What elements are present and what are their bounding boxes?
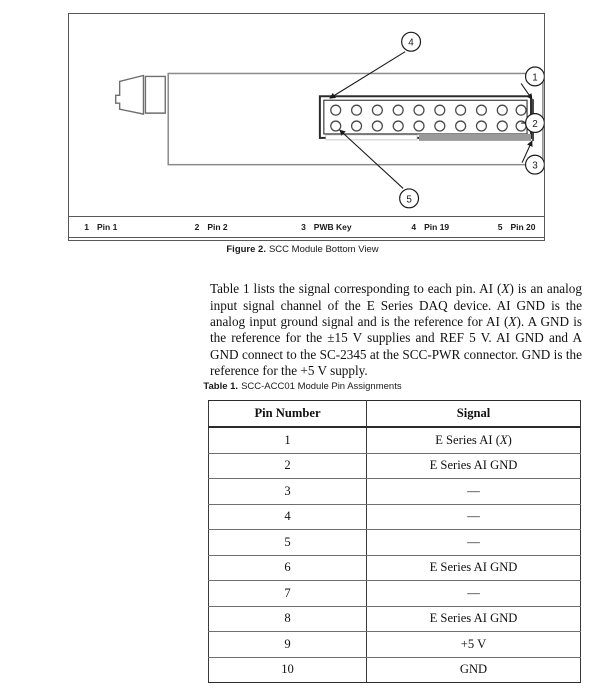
legend-number-1: 1 [84, 222, 89, 232]
table-body [209, 427, 581, 683]
cell-signal: E Series AI GND [367, 555, 581, 581]
legend-item-2 [183, 222, 289, 232]
legend-label-2: Pin 2 [207, 222, 228, 232]
legend-label-1: Pin 1 [97, 222, 118, 232]
table-caption-label: Table 1. [203, 381, 239, 392]
pin-assignments-table [208, 400, 581, 683]
legend-number-5: 5 [497, 222, 503, 232]
figure-legend [68, 216, 545, 238]
table-row [209, 453, 581, 479]
cell-pin-number: 5 [209, 530, 367, 556]
cell-signal: — [367, 581, 581, 607]
module-latch-shape [116, 75, 166, 114]
cell-pin-number: 4 [209, 504, 367, 530]
svg-text:1: 1 [532, 72, 538, 84]
legend-number-3: 3 [301, 222, 306, 232]
cell-pin-number: 1 [209, 427, 367, 453]
callout-4 [402, 32, 421, 51]
figure-caption-label: Figure 2. [226, 244, 266, 255]
cell-pin-number: 9 [209, 632, 367, 658]
table-row [209, 530, 581, 556]
table-row [209, 427, 581, 453]
table-caption-text: SCC-ACC01 Module Pin Assignments [241, 381, 402, 392]
pwb-key-bar [419, 134, 531, 141]
cell-signal: E Series AI GND [367, 453, 581, 479]
cell-signal: E Series AI (X) [367, 427, 581, 453]
cell-pin-number: 10 [209, 657, 367, 683]
body-paragraph: Table 1 lists the signal corresponding to each pin. AI (X) is an analog input signal channel of the E Series DAQ device. AI GND is the analog input ground signal and is the reference for AI (X). A GND is the reference for the ±15 V supplies and REF 5 V. AI GND and A GND connect to the SC-2345 at the SCC-PWR connector. GND is the reference for the +5 V supply. [210, 281, 582, 379]
table-caption [0, 381, 605, 392]
legend-item-4 [400, 222, 486, 232]
table-header-row [209, 401, 581, 428]
table-row [209, 632, 581, 658]
column-header-signal: Signal [367, 401, 581, 428]
svg-text:5: 5 [406, 194, 412, 206]
legend-item-5 [486, 222, 544, 232]
figure-panel [68, 13, 545, 241]
legend-label-3: PWB Key [313, 222, 352, 232]
callout-1 [526, 67, 544, 86]
cell-pin-number: 6 [209, 555, 367, 581]
cell-signal: — [367, 479, 581, 505]
column-header-pin-number: Pin Number [209, 401, 367, 428]
table-row [209, 504, 581, 530]
scc-module-bottom-view-drawing [69, 14, 544, 240]
legend-label-5: Pin 20 [510, 222, 536, 232]
table-row [209, 479, 581, 505]
callout-2 [526, 114, 544, 133]
pin-assignments-table-wrapper [208, 400, 580, 683]
cell-signal: GND [367, 657, 581, 683]
module-diagram-svg [69, 14, 544, 240]
table-row [209, 657, 581, 683]
table-row [209, 581, 581, 607]
pwb-key-notch [326, 135, 417, 140]
figure-caption-text: SCC Module Bottom View [268, 244, 379, 255]
cell-pin-number: 2 [209, 453, 367, 479]
svg-text:4: 4 [408, 37, 414, 49]
cell-signal: — [367, 530, 581, 556]
figure-caption [0, 244, 605, 255]
svg-text:2: 2 [532, 119, 538, 130]
cell-pin-number: 8 [209, 606, 367, 632]
table-row [209, 555, 581, 581]
cell-signal: +5 V [367, 632, 581, 658]
legend-item-3 [290, 222, 400, 232]
callout-3 [526, 155, 544, 174]
legend-number-2: 2 [194, 222, 200, 232]
table-row [209, 606, 581, 632]
cell-signal: E Series AI GND [367, 606, 581, 632]
callout-5 [400, 189, 419, 208]
legend-number-4: 4 [411, 222, 417, 232]
cell-pin-number: 3 [209, 479, 367, 505]
legend-label-4: Pin 19 [424, 222, 450, 232]
cell-signal: — [367, 504, 581, 530]
cell-pin-number: 7 [209, 581, 367, 607]
svg-text:3: 3 [532, 160, 538, 172]
legend-item-1 [73, 222, 183, 232]
